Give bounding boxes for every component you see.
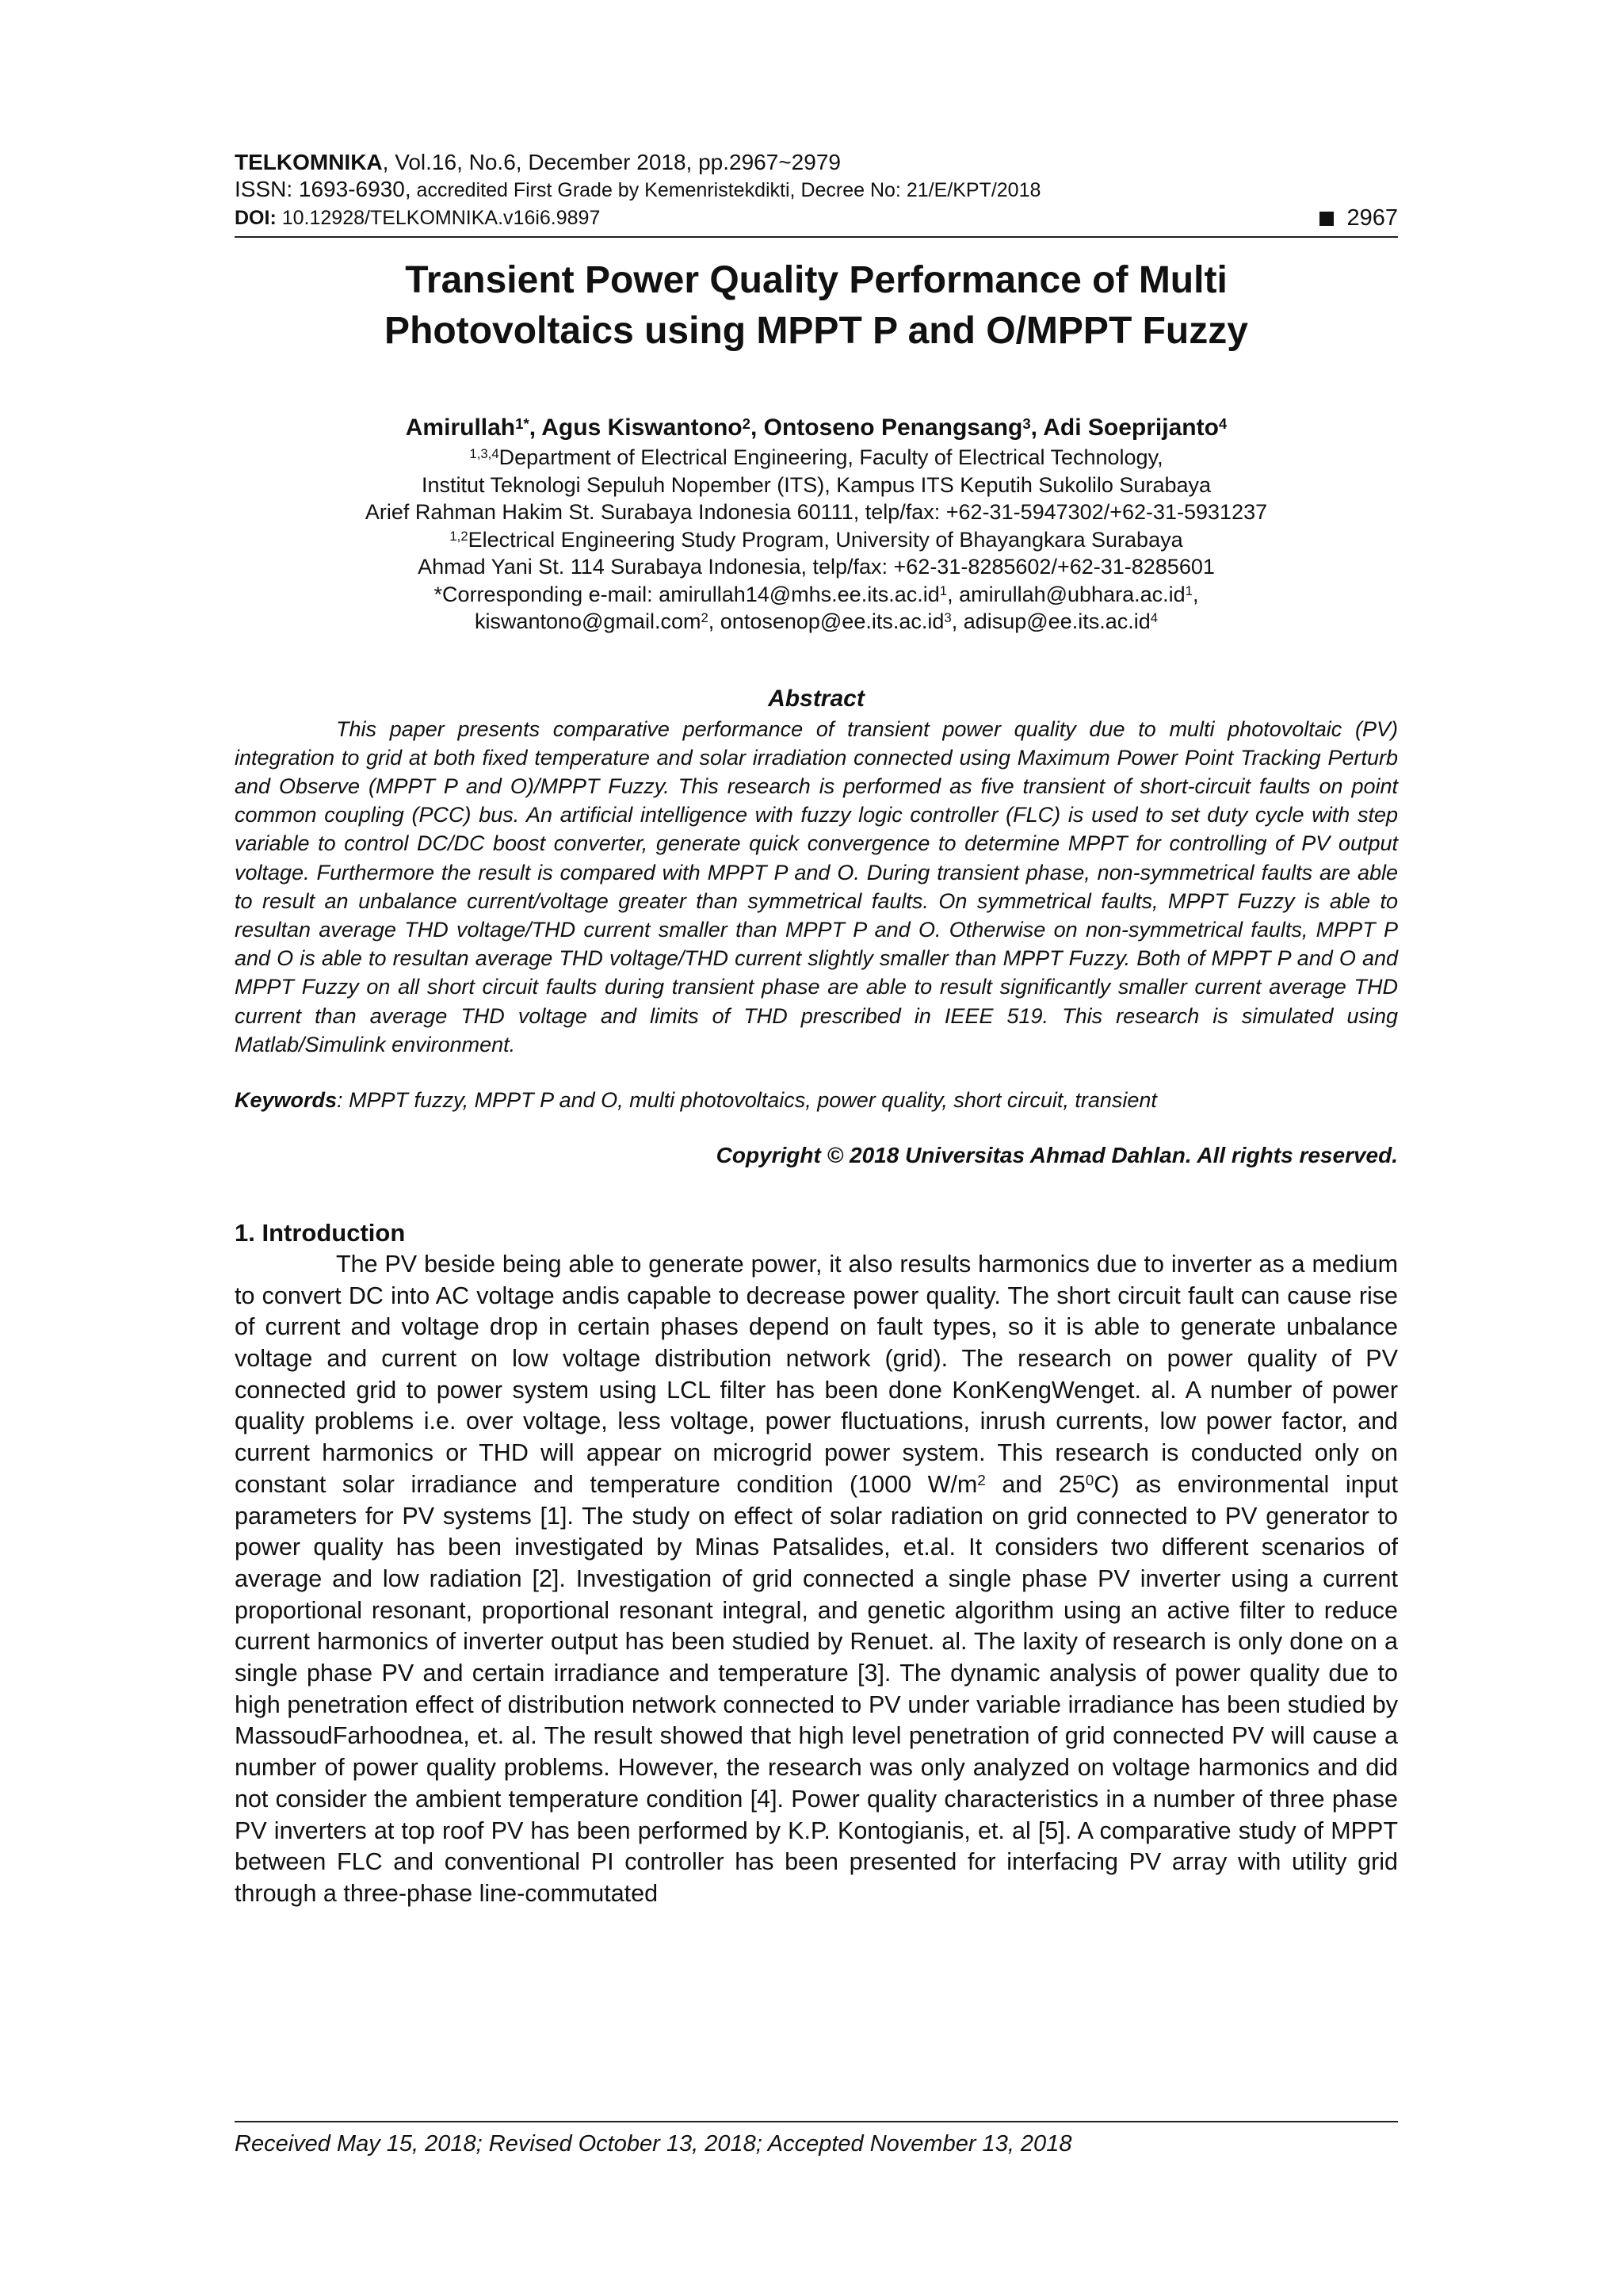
email-2: , amirullah@ubhara.ac.id	[947, 582, 1186, 606]
email-3-mark: 2	[701, 610, 708, 626]
doi-row	[235, 204, 1398, 231]
author-2-mark: 2	[742, 415, 750, 432]
journal-name: TELKOMNIKA	[235, 150, 383, 174]
email-5: , adisup@ee.its.ac.id	[951, 609, 1151, 633]
section-heading-introduction: 1. Introduction	[235, 1218, 406, 1247]
intro-text-part-1: The PV beside being able to generate power, it also results harmonics due to inverter as a medium to convert DC into AC voltage andis capable to decrease power quality. The short circuit fault can cause rise of current and voltage drop in certain phases depend on fault types, so it is able to generate unbalance voltage and current on low voltage distribution network (grid). The research on power quality of PV connected grid to power system using LCL filter has been done KonKengWenget. al. A number of power quality problems i.e. over voltage, less voltage, power fluctuations, inrush currents, low power factor, and current harmonics or THD will appear on microgrid power system. This research is conducted only on constant solar irradiance and temperature condition (1000 W/m	[235, 1250, 1398, 1498]
issn-line	[235, 176, 1398, 204]
author-2: , Agus Kiswantono	[529, 415, 743, 441]
keywords-label: Keywords	[235, 1087, 338, 1112]
intro-sup-squared: 2	[977, 1473, 986, 1490]
journal-line	[235, 149, 1398, 176]
email-3: kiswantono@gmail.com	[474, 609, 701, 633]
affiliation-2-text: Electrical Engineering Study Program, University of Bhayangkara Surabaya	[468, 527, 1183, 552]
abstract-text: This paper presents comparative performance of transient power quality due to multi photovoltaic (PV) integration to grid at both fixed temperature and solar irradiation connected using Maximum Power Point Tracking Perturb and Observe (MPPT P and O)/MPPT Fuzzy. This research is performed as five transient of short-circuit faults on point common coupling (PCC) bus. An artificial intelligence with fuzzy logic controller (FLC) is used to set duty cycle with step variable to control DC/DC boost converter, generate quick convergence to determine MPPT for controlling of PV output voltage. Furthermore the result is compared with MPPT P and O. During transient phase, non-symmetrical faults are able to result an unbalance current/voltage greater than symmetrical faults. On symmetrical faults, MPPT Fuzzy is able to resultan average THD voltage/THD current smaller than MPPT P and O. Otherwise on non-symmetrical faults, MPPT P and O is able to resultan average THD voltage/THD current slightly smaller than MPPT Fuzzy. Both of MPPT P and O and MPPT Fuzzy on all short circuit faults during transient phase are able to result significantly smaller current average THD current than average THD voltage and limits of THD prescribed in IEEE 519. This research is simulated using Matlab/Simulink environment.	[235, 716, 1398, 1056]
corresponding-email-line-1	[235, 581, 1398, 609]
intro-sup-degree: 0	[1085, 1473, 1094, 1490]
page-number-block	[1319, 205, 1398, 231]
affiliation-2-mark: 1,2	[449, 528, 468, 544]
accreditation: accredited First Grade by Kemenristekdikti, Decree No: 21/E/KPT/2018	[411, 179, 1041, 201]
affiliation-1-text: Department of Electrical Engineering, Faculty of Electrical Technology,	[498, 445, 1163, 469]
footer-rule	[235, 2121, 1398, 2122]
author-4: , Adi Soeprijanto	[1030, 415, 1219, 441]
issn: ISSN: 1693-6930,	[235, 177, 411, 201]
title-line-2: Photovoltaics using MPPT P and O/MPPT Fuzzy	[384, 310, 1248, 352]
intro-text-part-3: C) as environmental input parameters for PV systems [1]. The study on effect of solar radiation on grid connected to PV generator to power quality has been investigated by Minas Patsalides, et.al. It considers two different scenarios of average and low radiation [2]. Investigation of grid connected a single phase PV inverter using a current proportional resonant, proportional resonant integral, and genetic algorithm using an active filter to reduce current harmonics of inverter output has been studied by Renuet. al. The laxity of research is only done on a single phase PV and certain irradiance and temperature [3]. The dynamic analysis of power quality due to high penetration effect of distribution network connected to PV under variable irradiance has been studied by MassoudFarhoodnea, et. al. The result showed that high level penetration of grid connected PV will cause a number of power quality problems. However, the research was only analyzed on voltage harmonics and did not consider the ambient temperature condition [4]. Power quality characteristics in a number of three phase PV inverters at top roof PV has been performed by K.P. Kontogianis, et. al [5]. A comparative study of MPPT between FLC and conventional PI controller has been presented for interfacing PV array with utility grid through a three-phase line-commutated	[235, 1470, 1398, 1907]
email-separator: ,	[1192, 582, 1199, 606]
paper-page	[235, 149, 1398, 1910]
doi-value: 10.12928/TELKOMNIKA.v16i6.9897	[276, 207, 601, 229]
keywords-text: : MPPT fuzzy, MPPT P and O, multi photovoltaics, power quality, short circuit, transient	[337, 1087, 1157, 1112]
keywords	[235, 1086, 1398, 1114]
affiliation-line-1	[235, 444, 1398, 472]
author-4-mark: 4	[1218, 415, 1228, 432]
header-rule	[235, 236, 1398, 238]
email-4-mark: 3	[944, 610, 952, 626]
author-1: Amirullah	[405, 415, 516, 441]
copyright-notice: Copyright © 2018 Universitas Ahmad Dahlan. All rights reserved.	[716, 1142, 1398, 1167]
email-1-mark: 1	[939, 583, 948, 598]
email-5-mark: 4	[1150, 610, 1159, 626]
intro-text-part-2: and 25	[985, 1470, 1086, 1498]
affiliation-line-3: Arief Rahman Hakim St. Surabaya Indonesia 60111, telp/fax: +62-31-5947302/+62-31-5931237	[365, 500, 1268, 524]
email-1: *Corresponding e-mail: amirullah14@mhs.ee.its.ac.id	[433, 582, 940, 606]
affiliation-line-4	[235, 526, 1398, 554]
paper-title	[235, 255, 1398, 357]
doi-label: DOI:	[235, 207, 277, 229]
affiliation-line-2: Institut Teknologi Sepuluh Nopember (ITS), Kampus ITS Keputih Sukolilo Surabaya	[421, 472, 1212, 497]
doi-line	[235, 204, 600, 231]
corresponding-email-line-2	[235, 608, 1398, 636]
email-4: , ontosenop@ee.its.ac.id	[708, 609, 945, 633]
square-bullet-icon	[1319, 212, 1334, 226]
title-line-1: Transient Power Quality Performance of Multi	[405, 259, 1228, 301]
running-header	[235, 149, 1398, 238]
author-1-mark: 1*	[515, 415, 529, 432]
author-list	[235, 412, 1398, 444]
introduction-paragraph	[235, 1249, 1398, 1910]
page-number: 2967	[1346, 205, 1398, 231]
affiliation-1-mark: 1,3,4	[469, 446, 499, 462]
abstract-heading: Abstract	[768, 685, 865, 712]
affiliations	[235, 444, 1398, 636]
author-3: , Ontoseno Penangsang	[750, 415, 1023, 441]
email-2-mark: 1	[1185, 583, 1193, 598]
affiliation-line-5: Ahmad Yani St. 114 Surabaya Indonesia, telp/fax: +62-31-8285602/+62-31-8285601	[418, 555, 1215, 579]
author-3-mark: 3	[1022, 415, 1031, 432]
received-dates: Received May 15, 2018; Revised October 13, 2018; Accepted November 13, 2018	[235, 2131, 1072, 2157]
journal-volume: , Vol.16, No.6, December 2018, pp.2967~2979	[382, 150, 841, 174]
